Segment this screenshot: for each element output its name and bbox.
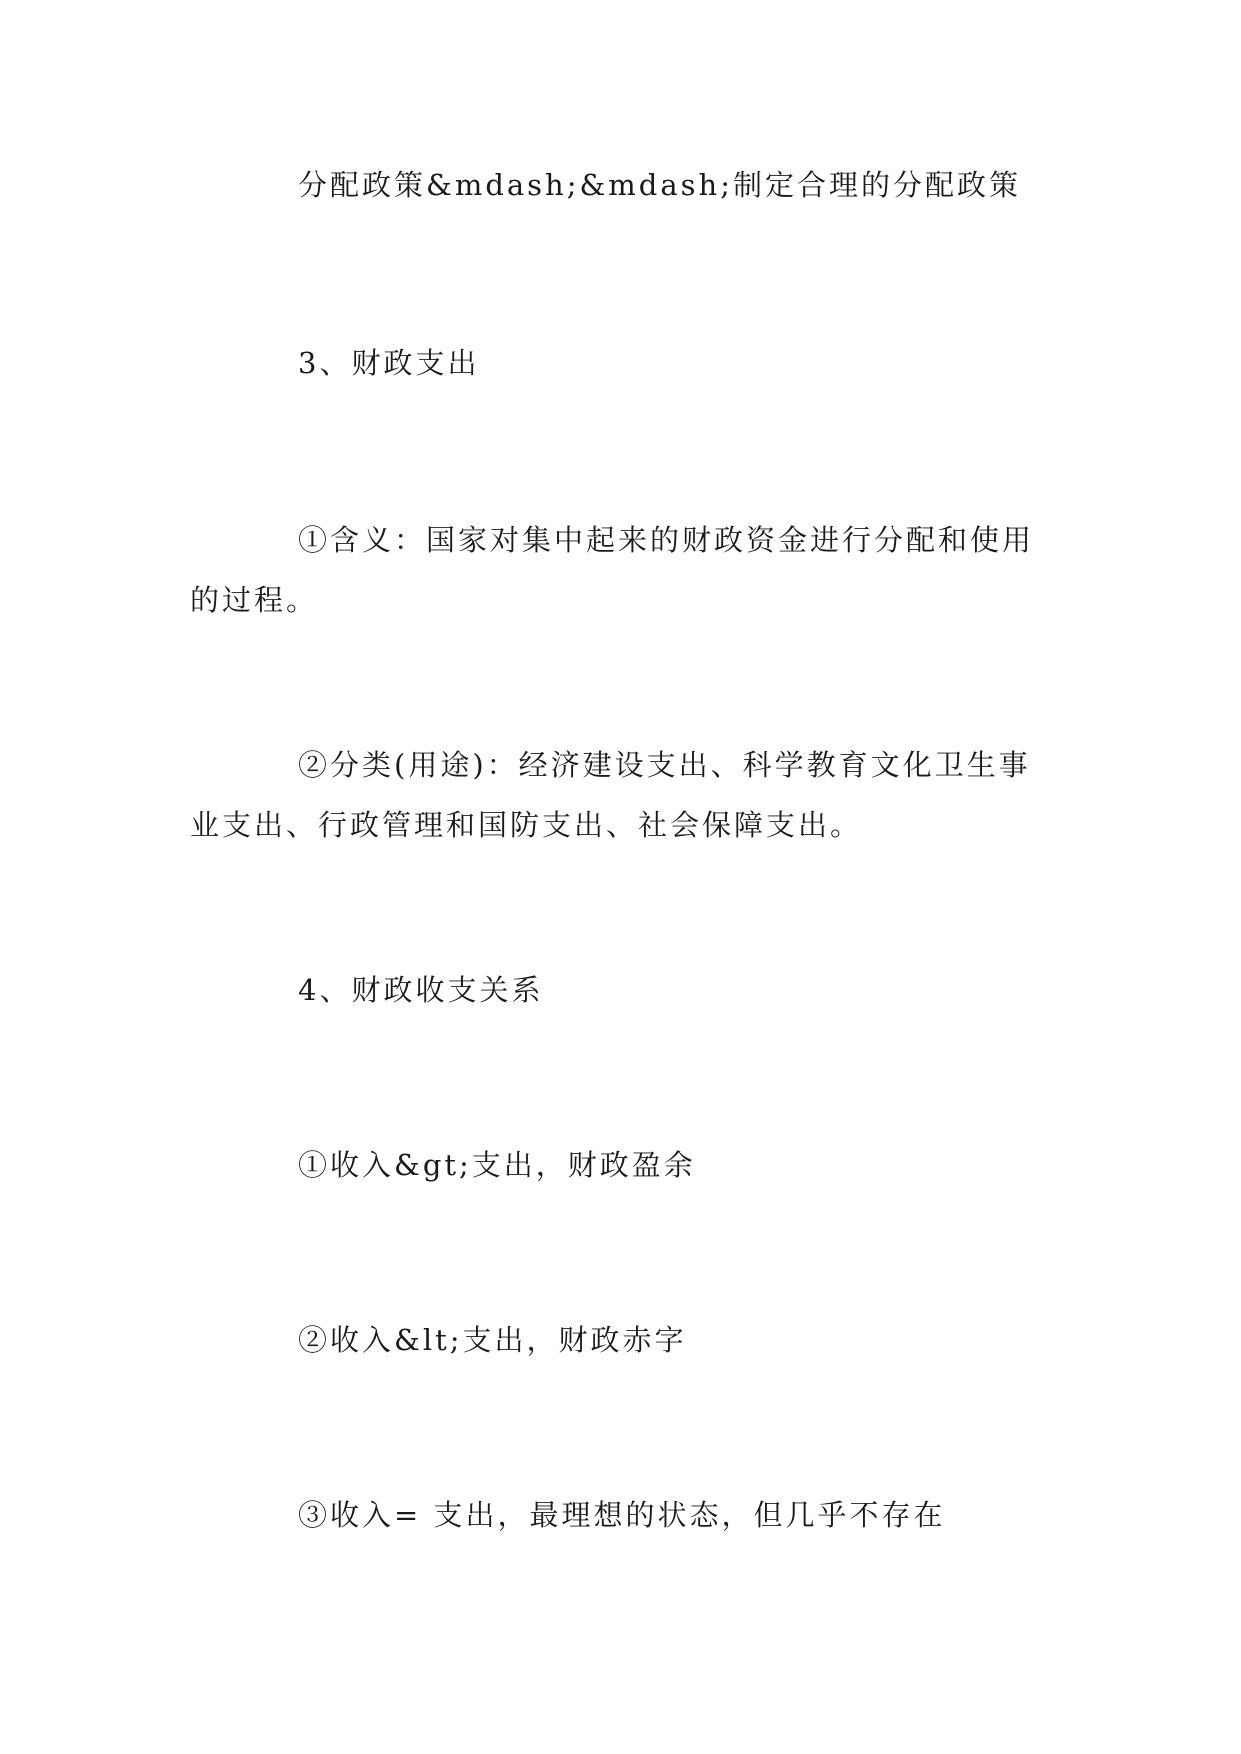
paragraph-fiscal-deficit: ②收入&lt;支出，财政赤字	[298, 1323, 687, 1357]
paragraph-fiscal-balance: ③收入= 支出，最理想的状态，但几乎不存在	[298, 1498, 946, 1532]
heading-fiscal-expenditure: 3、财政支出	[298, 346, 480, 380]
paragraph-expenditure-classification: ②分类(用途)：经济建设支出、科学教育文化卫生事业支出、行政管理和国防支出、社会保障支出。	[190, 748, 1031, 842]
paragraph-distribution-policy: 分配政策&mdash;&mdash;制定合理的分配政策	[298, 168, 1021, 202]
paragraph-fiscal-surplus: ①收入&gt;支出，财政盈余	[298, 1148, 696, 1182]
paragraph-expenditure-meaning: ①含义：国家对集中起来的财政资金进行分配和使用的过程。	[190, 523, 1035, 617]
heading-revenue-expenditure-relation: 4、财政收支关系	[298, 973, 544, 1007]
